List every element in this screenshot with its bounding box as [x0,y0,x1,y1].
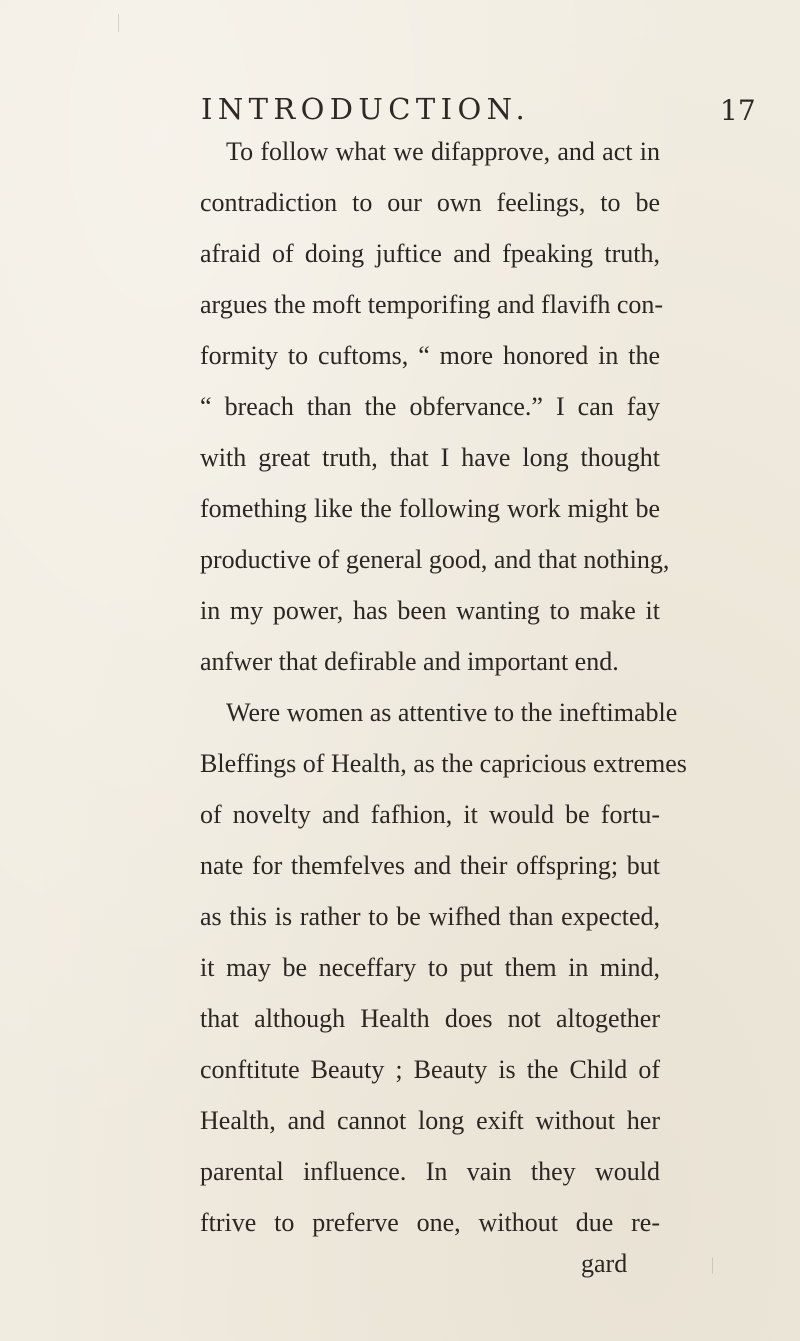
text-line: in my power, has been wanting to make it [200,596,660,625]
text-line: contradiction to our own feelings, to be [200,188,660,217]
running-head: INTRODUCTION. [201,92,531,126]
page-header [195,92,755,132]
text-line: of novelty and fafhion, it would be fortu- [200,800,660,829]
text-line: conftitute Beauty ; Beauty is the Child of [200,1055,660,1084]
text-line: that although Health does not altogether [200,1004,660,1033]
text-line: as this is rather to be wifhed than expected, [200,902,660,931]
text-line: formity to cuftoms, “ more honored in the [200,341,660,370]
text-line: it may be neceffary to put them in mind, [200,953,660,982]
text-line: Bleffings of Health, as the capricious extremes [200,749,687,778]
text-line: parental influence. In vain they would [200,1157,660,1186]
catchword: gard [581,1249,628,1278]
text-line: To follow what we difapprove, and act in [226,137,660,166]
paper-mark [118,14,119,32]
text-line: with great truth, that I have long thought [200,443,660,472]
text-line: afraid of doing juftice and fpeaking truth, [200,239,660,268]
text-line: nate for themfelves and their offspring; but [200,851,660,880]
text-line: fomething like the following work might be [200,494,660,523]
text-line: ftrive to preferve one, without due re- [200,1208,660,1237]
text-line: “ breach than the obfervance.” I can fay [200,392,660,421]
text-line: Were women as attentive to the ineftimable [226,698,678,727]
text-line: anfwer that defirable and important end. [200,647,619,676]
text-line: productive of general good, and that nothing, [200,545,670,574]
page-number: 17 [720,94,756,127]
paper-mark [712,1258,713,1274]
text-line: Health, and cannot long exift without her [200,1106,660,1135]
text-line: argues the moft temporifing and flavifh con- [200,290,664,319]
